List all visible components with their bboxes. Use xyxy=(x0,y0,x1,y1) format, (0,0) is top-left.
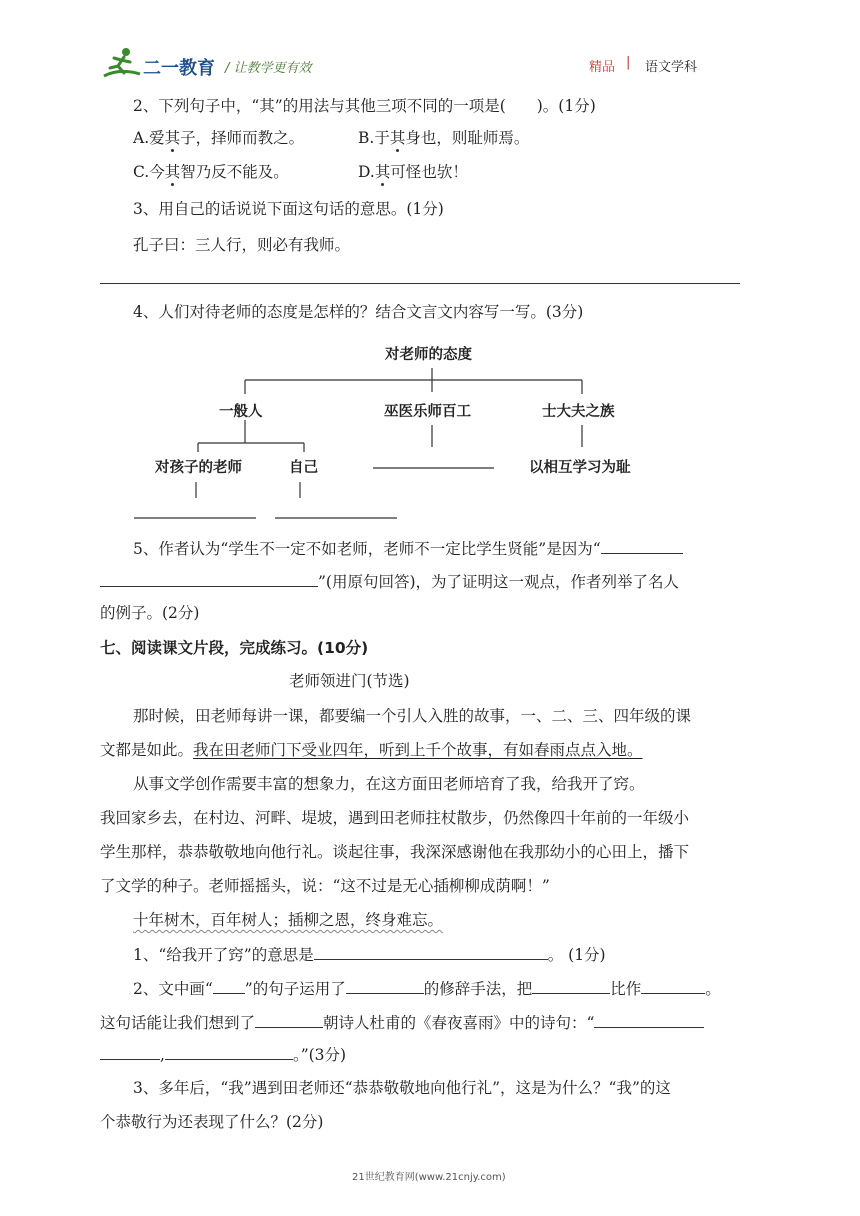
s7-q2-blank-subject[interactable] xyxy=(532,978,610,994)
section7-heading: 七、阅读课文片段，完成练习。(10分) xyxy=(100,639,369,657)
tree-branch-ordinary: 一般人 xyxy=(219,404,263,420)
s7-q2-line2: 这句话能让我们想到了 朝诗人杜甫的《春夜喜雨》中的诗句：“ xyxy=(100,1012,704,1033)
s7-q2-blank-object[interactable] xyxy=(641,978,705,994)
passage-p2: 从事文学创作需要丰富的想象力，在这方面田老师培育了我，给我开了窍。 xyxy=(133,775,645,793)
underline-sample xyxy=(213,978,245,994)
s7-q1: 1、“给我开了窍”的意思是 。 (1分) xyxy=(133,946,606,964)
s7-q2-line3: , 。”(3分) xyxy=(100,1044,346,1065)
passage-p1-line2: 文都是如此。我在田老师门下受业四年，听到上千个故事，有如春雨点点入地。 xyxy=(100,741,643,759)
q5-blank-1[interactable] xyxy=(601,538,683,554)
tree-branch-craftsmen: 巫医乐师百工 xyxy=(384,404,471,420)
brand-name: 二一教育 xyxy=(143,58,215,79)
header-separator: | xyxy=(626,55,631,70)
s7-q2-line1: 2、文中画“ ”的句子运用了 的修辞手法，把 比作 。 xyxy=(133,980,721,998)
tree-leaf-childs-teacher: 对孩子的老师 xyxy=(155,460,242,476)
q4-stem: 4、人们对待老师的态度是怎样的？结合文言文内容写一写。(3分) xyxy=(133,303,584,321)
q3-stem: 3、用自己的话说说下面这句话的意思。(1分) xyxy=(133,200,444,218)
s7-q2-blank-poem-3[interactable] xyxy=(165,1044,293,1060)
q5-line1: 5、作者认为“学生不一定不如老师，老师不一定比学生贤能”是因为“ xyxy=(133,538,683,559)
s7-q3-line1: 3、多年后，“我”遇到田老师还“恭恭敬敬地向他行礼”，这是为什么？“我”的这 xyxy=(133,1079,671,1097)
subject-label: 语文学科 xyxy=(645,60,698,75)
q2-option-c: C.今其智乃反不能及。 xyxy=(133,163,289,181)
passage-p3-line2: 学生那样，恭恭敬敬地向他行礼。谈起往事，我深深感谢他在我那幼小的心田上，播下 xyxy=(100,843,690,861)
tree-leaf-self: 自己 xyxy=(289,460,318,476)
passage-p3-line1: 我回家乡去，在村边、河畔、堤坡，遇到田老师拄杖散步，仍然像四十年前的一年级小 xyxy=(100,809,690,827)
s7-q2-blank-poem-2[interactable] xyxy=(100,1044,160,1060)
s7-q2-blank-dynasty[interactable] xyxy=(255,1012,323,1028)
q5-line2: ”(用原句回答)，为了证明这一观点，作者列举了名人 xyxy=(100,571,679,592)
s7-q1-blank[interactable] xyxy=(314,944,548,960)
s7-q2-blank-device[interactable] xyxy=(346,978,424,994)
page-footer: 21世纪教育网(www.21cnjy.com) xyxy=(352,1172,506,1183)
q2-option-b: B.于其身也，则耻师焉。 xyxy=(358,129,530,147)
passage-p1-line1: 那时候，田老师每讲一课，都要编一个引人入胜的故事，一、二、三、四年级的课 xyxy=(133,707,692,725)
q5-line3: 的例子。(2分) xyxy=(100,604,200,622)
tree-leaf-mutual-learning: 以相互学习为耻 xyxy=(529,460,631,476)
q2-option-a: A.爱其子，择师而教之。 xyxy=(133,129,305,147)
passage-p3-line3: 了文学的种子。老师摇摇头，说：“这不过是无心插柳柳成荫啊！” xyxy=(100,877,550,895)
tree-branch-officials: 士大夫之族 xyxy=(542,404,615,420)
q5-blank-2[interactable] xyxy=(100,571,318,587)
attitude-tree-lines xyxy=(0,0,860,560)
quality-tag: 精品 xyxy=(589,60,616,75)
passage-title: 老师领进门(节选) xyxy=(289,672,410,690)
s7-q2-blank-poem-1[interactable] xyxy=(594,1012,704,1028)
q3-quote: 孔子曰：三人行，则必有我师。 xyxy=(133,236,351,254)
tree-root: 对老师的态度 xyxy=(385,347,472,363)
passage-p4 xyxy=(133,910,443,930)
s7-q3-line2: 个恭敬行为还表现了什么？(2分) xyxy=(100,1113,324,1131)
q2-option-d: D.其可怪也欤！ xyxy=(358,163,468,181)
underlined-sentence: 我在田老师门下受业四年，听到上千个故事，有如春雨点点入地。 xyxy=(193,741,643,759)
q2-stem: 2、下列句子中，“其”的用法与其他三项不同的一项是( )。(1分) xyxy=(133,97,596,115)
brand-slogan: / 让教学更有效 xyxy=(225,61,312,76)
wavy-underlined-sentence: 十年树木，百年树人；插柳之恩，终身难忘。 xyxy=(133,911,444,929)
